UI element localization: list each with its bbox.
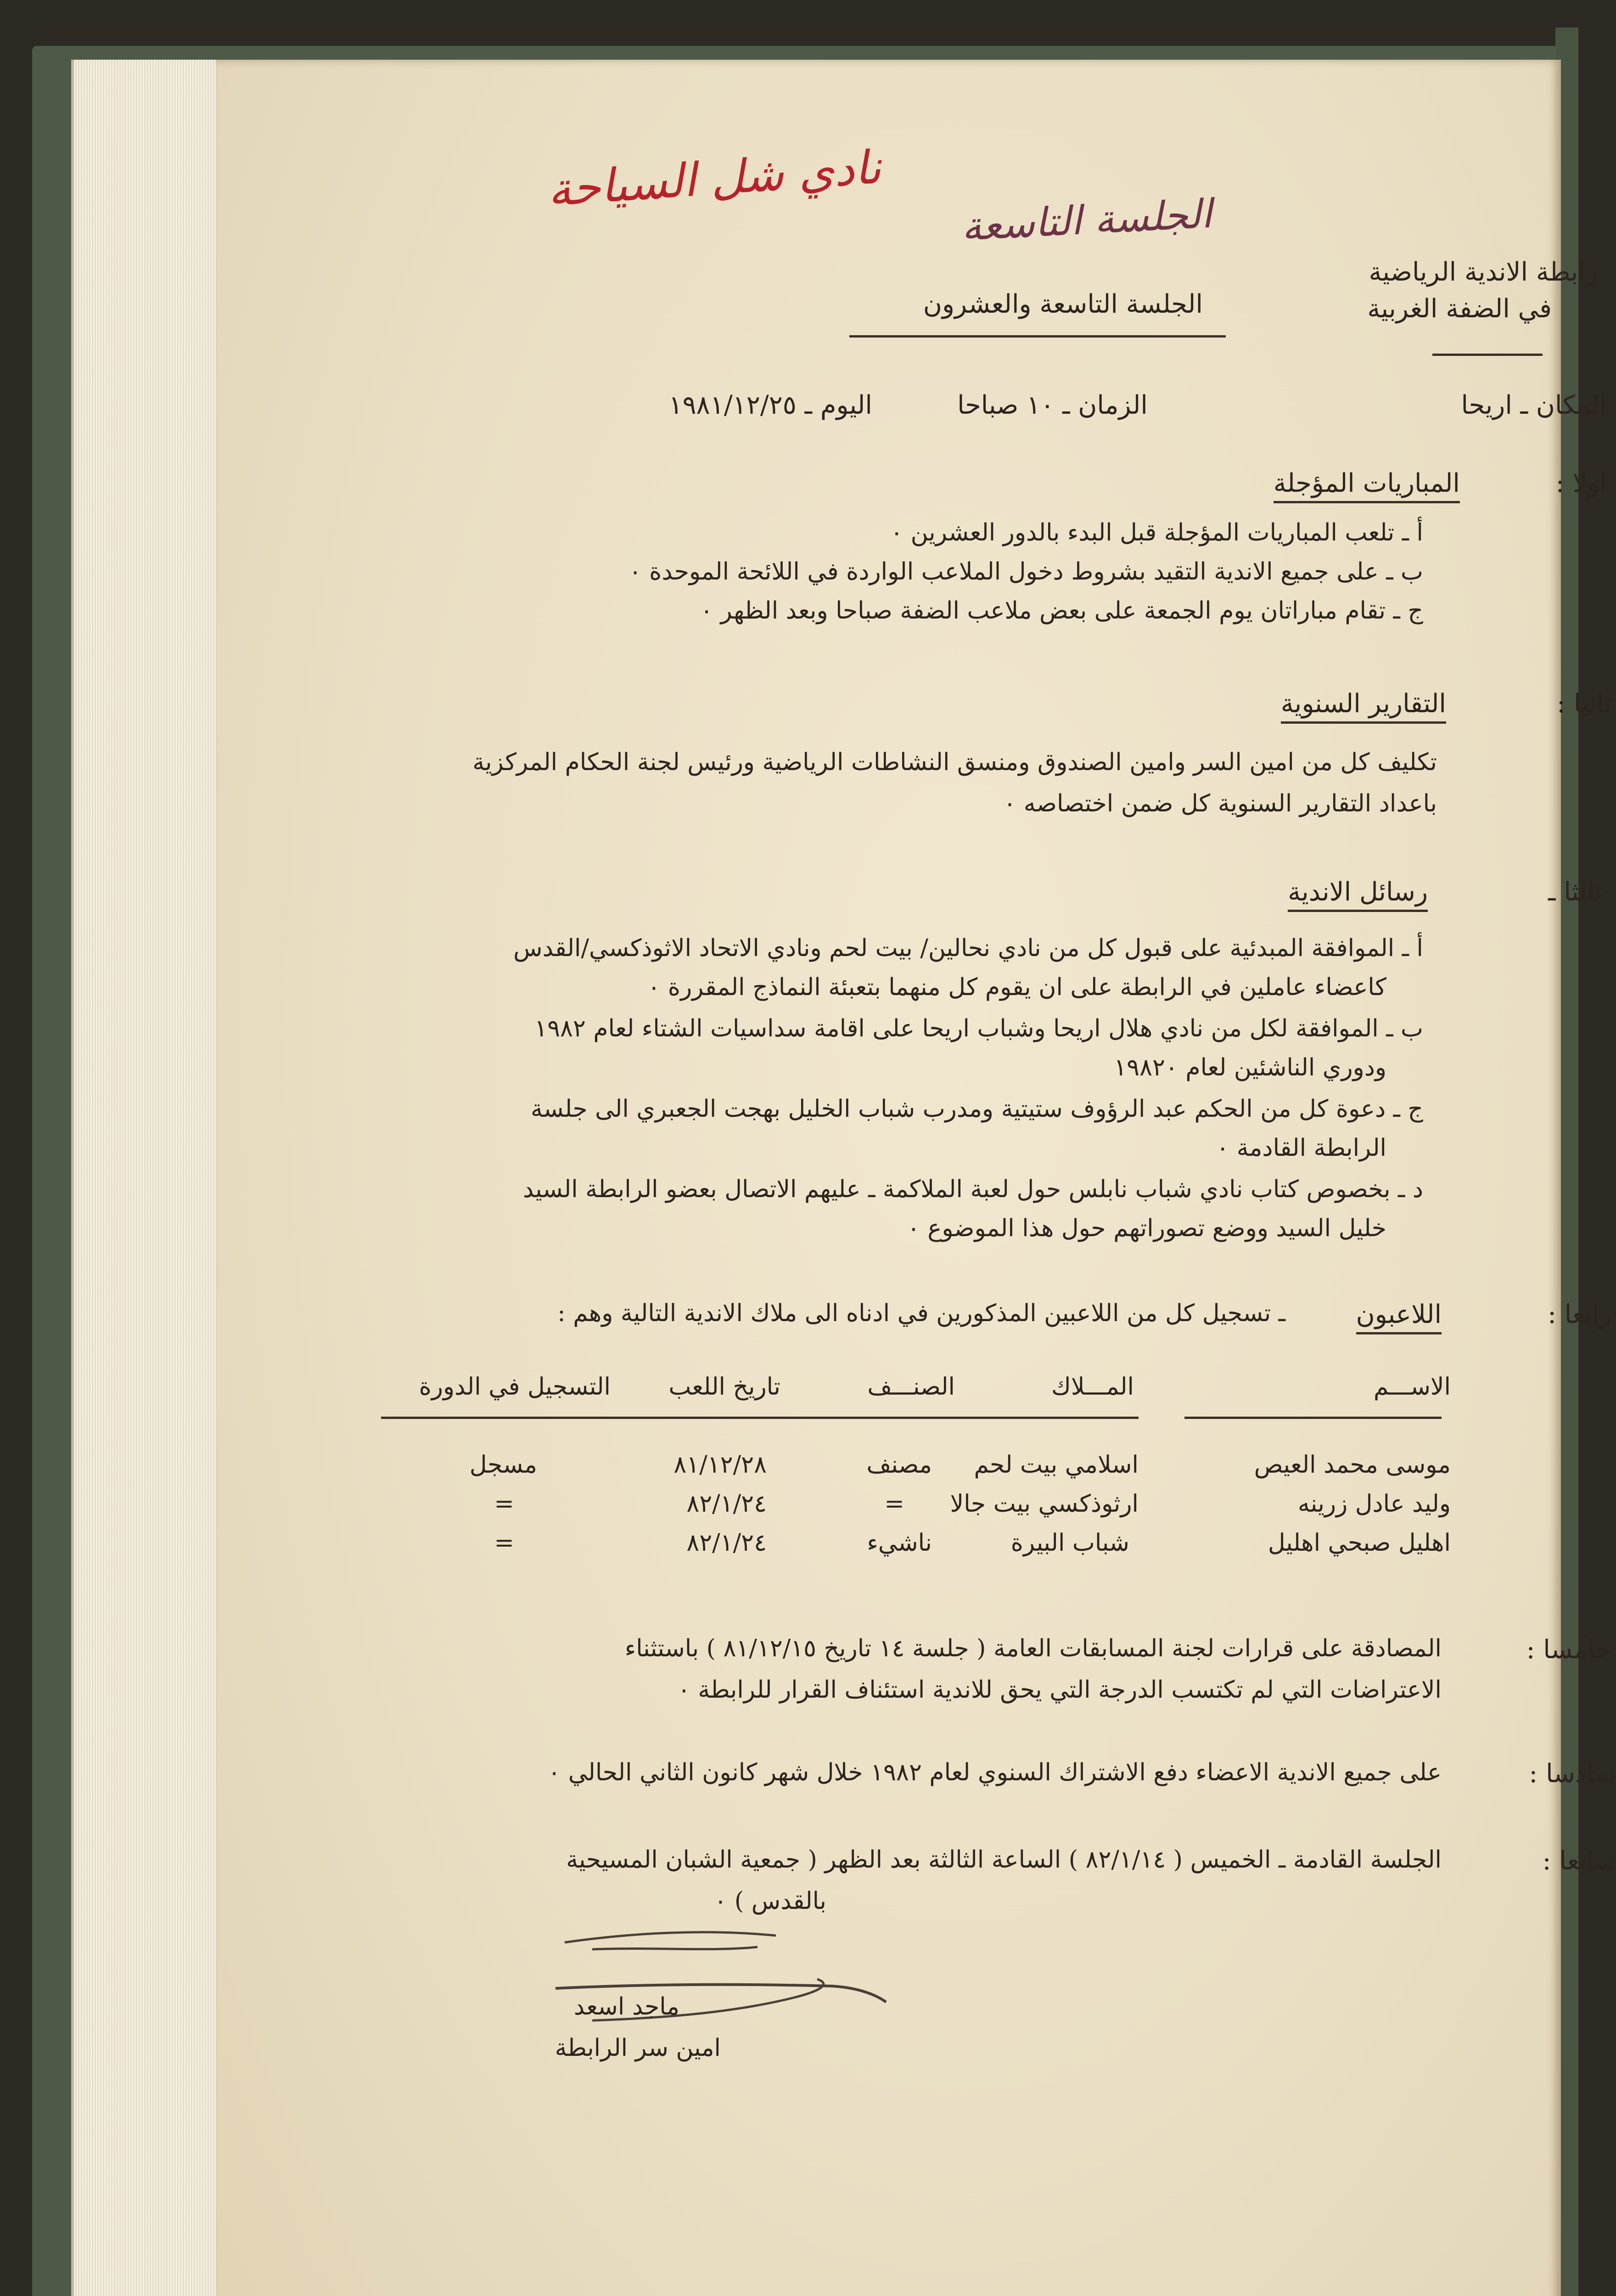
section-5-marker: خامسا : bbox=[1526, 1635, 1611, 1665]
section-5-line-1: المصادقة على قرارات لجنة المسابقات العامة ( جلسة ١٤ تاريخ ٨١/١٢/١٥ ) باستثناء bbox=[624, 1635, 1442, 1662]
section-6-line-1: على جميع الاندية الاعضاء دفع الاشتراك السنوي لعام ١٩٨٢ خلال شهر كانون الثاني الحالي ٠ bbox=[548, 1759, 1442, 1786]
cell-club: اسلامي بيت لحم bbox=[974, 1451, 1139, 1479]
section-3-item-b-cont: ودوري الناشئين لعام ١٩٨٢٠ bbox=[1114, 1054, 1386, 1081]
cell-category: مصنف bbox=[866, 1451, 932, 1479]
session-title-underline bbox=[849, 335, 1226, 338]
table-header-play-date: تاريخ اللعب bbox=[668, 1373, 780, 1401]
cell-registration: = bbox=[494, 1529, 514, 1557]
meeting-place: المكان ـ اريحا bbox=[1461, 390, 1607, 420]
section-3-item-a-cont: كاعضاء عاملين في الرابطة على ان يقوم كل منهما بتعبئة النماذج المقررة ٠ bbox=[647, 974, 1386, 1001]
section-4-marker: رابعا : bbox=[1548, 1300, 1611, 1329]
table-header-underline-name bbox=[1184, 1417, 1442, 1419]
section-7-line-2: بالقدس ) ٠ bbox=[714, 1887, 826, 1915]
document-page bbox=[216, 60, 1616, 2296]
cell-category: = bbox=[884, 1490, 904, 1518]
section-3-item-c: ج ـ دعوة كل من الحكم عبد الرؤوف ستيتية ومدرب شباب الخليل بهجت الجعبري الى جلسة bbox=[530, 1095, 1423, 1123]
table-header-category: الصنـــف bbox=[867, 1373, 955, 1401]
league-name-line2: في الضفة الغربية bbox=[1367, 294, 1552, 324]
league-name-line1: رابطة الاندية الرياضية bbox=[1369, 257, 1598, 287]
signatory-title: امين سر الرابطة bbox=[555, 2034, 721, 2062]
meeting-day: اليوم ـ ١٩٨١/١٢/٢٥ bbox=[668, 390, 872, 420]
cell-club: شباب البيرة bbox=[1010, 1529, 1129, 1557]
cell-club: ارثوذكسي بيت جالا bbox=[950, 1490, 1139, 1518]
section-1-marker: اولا : bbox=[1555, 468, 1607, 498]
section-2-line-1: تكليف كل من امين السر وامين الصندوق ومنسق النشاطات الرياضية ورئيس لجنة الحكام المركزية bbox=[472, 748, 1437, 776]
section-3-item-d: د ـ بخصوص كتاب نادي شباب نابلس حول لعبة الملاكمة ـ عليهم الاتصال بعضو الرابطة السيد bbox=[523, 1176, 1423, 1203]
cell-category: ناشيء bbox=[867, 1529, 932, 1557]
section-3-item-a: أ ـ الموافقة المبدئية على قبول كل من نادي نحالين/ بيت لحم ونادي الاتحاد الاثوذكسي/القدس bbox=[513, 934, 1423, 962]
section-3-item-c-cont: الرابطة القادمة ٠ bbox=[1216, 1134, 1386, 1162]
section-2-marker: ثانيا : bbox=[1557, 689, 1611, 719]
table-header-name: الاســـم bbox=[1374, 1373, 1451, 1401]
section-7-line-1: الجلسة القادمة ـ الخميس ( ٨٢/١/١٤ ) الساعة الثالثة بعد الظهر ( جمعية الشبان المسيحية bbox=[566, 1846, 1442, 1874]
section-1-item-c: ج ـ تقام مباراتان يوم الجمعة على بعض ملاعب الضفة صباحا وبعد الظهر ٠ bbox=[700, 597, 1423, 625]
section-3-marker: ثالثا ـ bbox=[1548, 877, 1602, 907]
page-edges bbox=[71, 60, 239, 2296]
section-5-line-2: الاعتراضات التي لم تكتسب الدرجة التي يحق للاندية استئناف القرار للرابطة ٠ bbox=[677, 1676, 1442, 1704]
cell-name: موسى محمد العيص bbox=[1254, 1451, 1451, 1479]
section-4-title: اللاعبون bbox=[1356, 1300, 1442, 1334]
league-underline bbox=[1432, 354, 1543, 356]
table-header-club: المـــلاك bbox=[1051, 1373, 1134, 1401]
section-3-item-b: ب ـ الموافقة لكل من نادي هلال اريحا وشباب اريحا على اقامة سداسيات الشتاء لعام ١٩٨٢ bbox=[534, 1015, 1423, 1042]
cell-registration: = bbox=[494, 1490, 514, 1518]
section-1-item-a: أ ـ تلعب المباريات المؤجلة قبل البدء بالدور العشرين ٠ bbox=[890, 519, 1423, 546]
handwritten-club-note: نادي شل السياحة bbox=[546, 140, 883, 217]
section-2-title: التقارير السنوية bbox=[1281, 689, 1446, 724]
section-7-marker: سابعا : bbox=[1542, 1846, 1616, 1876]
section-6-marker: سادسا : bbox=[1529, 1759, 1616, 1789]
cell-play-date: ٨١/١٢/٢٨ bbox=[673, 1451, 767, 1479]
cell-play-date: ٨٢/١/٢٤ bbox=[686, 1490, 767, 1518]
session-title: الجلسة التاسعة والعشرون bbox=[923, 289, 1203, 319]
cell-name: اهليل صبحي اهليل bbox=[1268, 1529, 1451, 1557]
section-1-item-b: ب ـ على جميع الاندية التقيد بشروط دخول الملاعب الواردة في اللائحة الموحدة ٠ bbox=[628, 558, 1423, 585]
signatory-name: ماجد اسعد bbox=[573, 1993, 679, 2020]
section-3-title: رسائل الاندية bbox=[1288, 877, 1428, 912]
section-2-line-2: باعداد التقارير السنوية كل ضمن اختصاصه ٠ bbox=[1003, 790, 1437, 817]
section-4-intro: ـ تسجيل كل من اللاعبين المذكورين في ادناه الى ملاك الاندية التالية وهم : bbox=[557, 1300, 1285, 1327]
cell-name: وليد عادل زرينه bbox=[1297, 1490, 1451, 1518]
table-header-registration: التسجيل في الدورة bbox=[419, 1373, 611, 1401]
cell-play-date: ٨٢/١/٢٤ bbox=[686, 1529, 767, 1557]
section-3-item-d-cont: خليل السيد ووضع تصوراتهم حول هذا الموضوع ٠ bbox=[907, 1215, 1386, 1242]
meeting-time: الزمان ـ ١٠ صباحا bbox=[957, 390, 1148, 420]
handwritten-session-note: الجلسة التاسعة bbox=[960, 191, 1213, 250]
table-header-underline-rest bbox=[381, 1417, 1139, 1419]
cell-registration: مسجل bbox=[469, 1451, 537, 1479]
section-1-title: المباريات المؤجلة bbox=[1274, 468, 1460, 503]
